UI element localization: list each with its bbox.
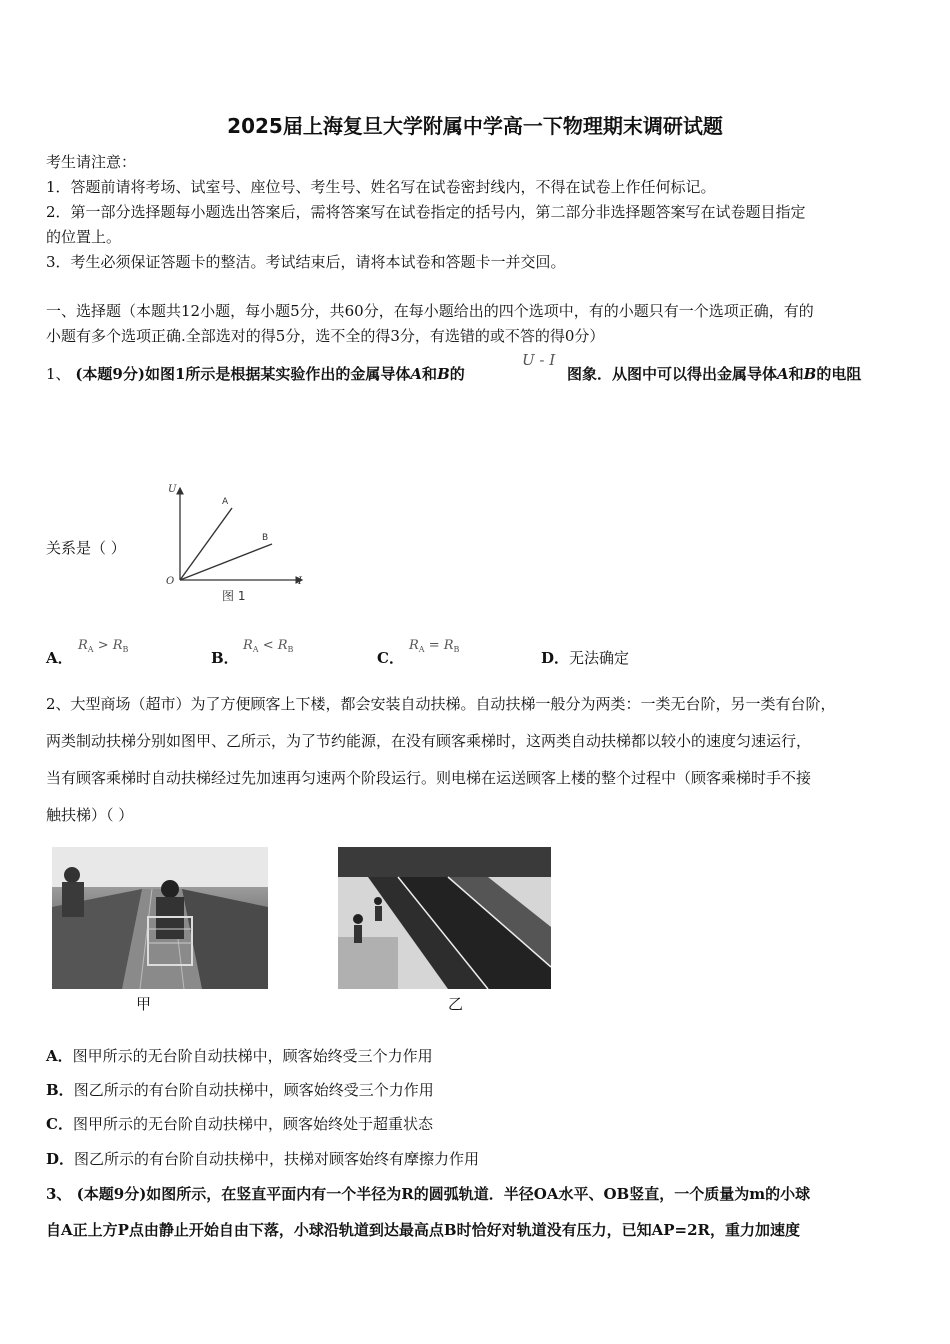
notice-item: 1．答题前请将考场、试室号、座位号、考生号、姓名写在试卷密封线内，不得在试卷上作任何标记。 <box>46 178 716 196</box>
line-a-label: A <box>222 497 229 507</box>
option-text: 图甲所示的无台阶自动扶梯中，顾客始终处于超重状态 <box>72 1115 433 1133</box>
option-letter: D． <box>541 649 570 667</box>
photo-flat-escalator <box>52 847 268 989</box>
section-instructions: 小题有多个选项正确.全部选对的得5分，选不全的得3分，有选错的或不答的得0分） <box>46 327 605 345</box>
photo-caption: 甲 <box>136 995 152 1013</box>
u-label: U <box>168 484 177 495</box>
formula-part: R <box>112 638 123 653</box>
notice-item: 3．考生必须保证答题卡的整洁。考试结束后，请将本试卷和答题卡一并交回。 <box>46 253 566 271</box>
question-3-stem: 自A正上方P点由静止开始自由下落，小球沿轨道到达最高点B时恰好对轨道没有压力，已知AP=2R，重力加速度 <box>46 1221 800 1239</box>
i-label: I <box>298 576 302 587</box>
symbol-a: A <box>410 365 423 383</box>
symbol-b: B <box>803 365 817 383</box>
option-letter: C． <box>46 1115 73 1133</box>
question-1-stem <box>46 364 465 384</box>
q2-option-b <box>46 1080 434 1100</box>
formula-part: A <box>87 645 94 654</box>
page-title: 2025届上海复旦大学附属中学高一下物理期末调研试题 <box>227 114 723 138</box>
formula-part: = <box>424 638 444 653</box>
formula-part: > <box>93 638 113 653</box>
question-1-stem-cont <box>567 364 861 384</box>
formula-part: R <box>78 638 88 653</box>
stem-text: 和 <box>788 365 804 383</box>
formula-part: < <box>258 638 278 653</box>
option-c-formula <box>409 636 459 660</box>
question-3-stem: 3、 (本题9分)如图所示，在竖直平面内有一个半径为R的圆弧轨道．半径OA水平、OB竖直，一个质量为m的小球 <box>46 1185 811 1203</box>
option-c-letter: C． <box>377 649 404 667</box>
stem-text: 的电阻 <box>816 365 862 383</box>
notice-item: 的位置上。 <box>46 228 122 246</box>
formula-part: B <box>453 645 460 654</box>
formula-part: R <box>409 638 419 653</box>
option-letter: D． <box>46 1150 75 1168</box>
formula-u-i: U - I <box>522 351 556 369</box>
question-2-stem: 当有顾客乘梯时自动扶梯经过先加速再匀速两个阶段运行。则电梯在运送顾客上楼的整个过程中（顾客乘梯时手不接 <box>46 769 812 787</box>
option-b-letter: B． <box>211 649 239 667</box>
option-text: 图乙所示的有台阶自动扶梯中，顾客始终受三个力作用 <box>73 1081 434 1099</box>
option-d <box>541 648 629 668</box>
formula-part: R <box>277 638 288 653</box>
origin-label: O <box>166 576 175 587</box>
option-a-formula <box>78 636 128 660</box>
q2-option-a <box>46 1046 433 1066</box>
question-1-stem-end: 关系是（ ） <box>46 539 126 557</box>
option-text: 图甲所示的无台阶自动扶梯中，顾客始终受三个力作用 <box>72 1047 433 1065</box>
u-i-graph-figure <box>160 478 310 606</box>
symbol-a: A <box>777 365 789 383</box>
formula-part: B <box>122 645 129 654</box>
option-b-formula <box>243 636 293 660</box>
symbol-b: B <box>437 365 450 383</box>
option-letter: A． <box>46 1047 73 1065</box>
question-2-stem: 2、大型商场（超市）为了方便顾客上下楼，都会安装自动扶梯。自动扶梯一般分为两类：一类无台阶，另一类有台阶， <box>46 695 836 713</box>
notice-heading: 考生请注意： <box>46 153 137 171</box>
q2-option-c <box>46 1114 433 1134</box>
option-text: 无法确定 <box>569 649 630 667</box>
formula-part: R <box>443 638 454 653</box>
question-2-stem: 触扶梯）（ ） <box>46 806 134 824</box>
q2-option-d <box>46 1149 479 1169</box>
formula-part: A <box>252 645 259 654</box>
stem-text: 图象．从图中可以得出金属导体 <box>567 365 778 383</box>
stem-text: 和 <box>422 365 438 383</box>
option-letter: B． <box>46 1081 74 1099</box>
figure-caption: 图 1 <box>222 589 246 603</box>
stem-text: (本题9分)如图1所示是根据某实验作出的金属导体 <box>75 365 411 383</box>
option-text: 图乙所示的有台阶自动扶梯中，扶梯对顾客始终有摩擦力作用 <box>74 1150 480 1168</box>
question-number: 1、 <box>46 365 71 383</box>
formula-part: R <box>243 638 253 653</box>
photo-stepped-escalator <box>338 847 551 989</box>
notice-item: 2．第一部分选择题每小题选出答案后，需将答案写在试卷指定的括号内，第二部分非选择题答案写在试卷题目指定 <box>46 203 806 221</box>
option-a-letter: A． <box>46 649 73 667</box>
photo-caption: 乙 <box>448 995 464 1013</box>
section-instructions: 一、选择题（本题共12小题，每小题5分，共60分，在每小题给出的四个选项中，有的小题只有一个选项正确，有的 <box>46 302 814 320</box>
formula-part: B <box>287 645 294 654</box>
line-b-label: B <box>262 533 269 543</box>
stem-text: 的 <box>449 365 465 383</box>
formula-part: A <box>418 645 425 654</box>
question-2-stem: 两类制动扶梯分别如图甲、乙所示，为了节约能源，在没有顾客乘梯时，这两类自动扶梯都以较小的速度匀速运行， <box>46 732 812 750</box>
